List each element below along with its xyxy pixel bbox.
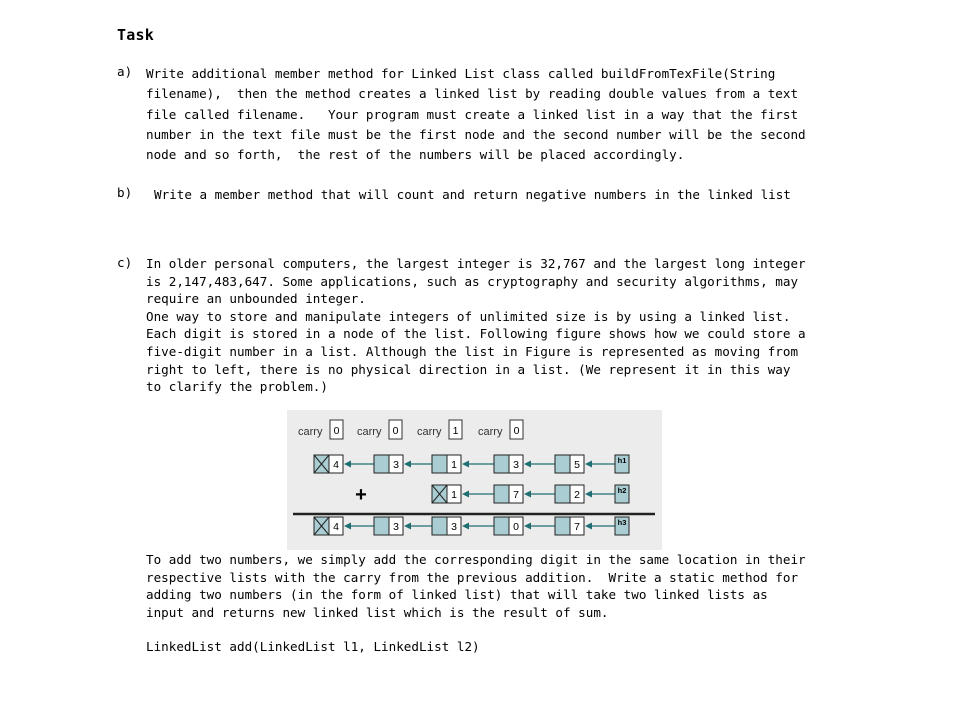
node-link-cell xyxy=(432,455,447,473)
linked-list-figure xyxy=(287,410,662,550)
node-digit: 0 xyxy=(513,521,519,533)
node-link-cell xyxy=(374,455,389,473)
text-line: filename), then the method creates a linked list by reading double values from a text xyxy=(146,86,799,102)
node-link-cell xyxy=(432,517,447,535)
text-line: five-digit number in a list. Although the list in Figure is represented as moving from xyxy=(146,343,799,359)
node-digit: 2 xyxy=(574,489,580,501)
text-line: to clarify the problem.) xyxy=(146,379,328,395)
node-digit: 7 xyxy=(513,489,519,501)
node-link-cell xyxy=(494,485,509,503)
carry-value: 0 xyxy=(392,425,399,437)
part-b-marker: b) xyxy=(117,185,133,200)
carry-value: 1 xyxy=(452,425,459,437)
node-digit: 3 xyxy=(451,521,457,533)
text-line: One way to store and manipulate integers of unlimited size is by using a linked list. xyxy=(146,308,791,324)
carry-value: 0 xyxy=(333,425,340,437)
carry-label: carry xyxy=(478,426,503,438)
text-line: is 2,147,483,647. Some applications, such as cryptography and security algorithms, may xyxy=(146,273,799,289)
part-a-marker: a) xyxy=(117,64,133,79)
part-c-text xyxy=(146,255,886,396)
text-line: Write additional member method for Linked List class called buildFromTexFile(String xyxy=(146,66,776,81)
part-a-text xyxy=(146,64,886,165)
node-digit: 4 xyxy=(333,459,339,471)
carry-label: carry xyxy=(357,426,382,438)
part-c-after-text xyxy=(146,551,886,621)
node-digit: 3 xyxy=(393,459,399,471)
text-line: adding two numbers (in the form of linked list) that will take two linked lists as xyxy=(146,587,768,603)
part-c-marker: c) xyxy=(117,255,133,270)
node-digit: 3 xyxy=(513,459,519,471)
text-line: node and so forth, the rest of the numbers will be placed accordingly. xyxy=(146,147,685,163)
carry-label: carry xyxy=(298,426,323,438)
node-link-cell xyxy=(374,517,389,535)
text-line: In older personal computers, the largest integer is 32,767 and the largest long integer xyxy=(146,256,806,271)
text-line: input and returns new linked list which is the result of sum. xyxy=(146,604,609,620)
node-digit: 4 xyxy=(333,521,339,533)
text-line: respective lists with the carry from the previous addition. Write a static method for xyxy=(146,569,799,585)
head-label: h3 xyxy=(617,518,627,527)
plus-sign: + xyxy=(355,484,367,506)
node-digit: 3 xyxy=(393,521,399,533)
node-digit: 1 xyxy=(451,489,457,501)
method-signature: LinkedList add(LinkedList l1, LinkedList l2) xyxy=(146,639,480,654)
text-line: Each digit is stored in a node of the list. Following figure shows how we could store a xyxy=(146,326,806,342)
text-line: number in the text file must be the first node and the second number will be the second xyxy=(146,126,806,142)
head-label: h1 xyxy=(617,456,627,465)
page-title: Task xyxy=(117,26,154,44)
node-link-cell xyxy=(494,517,509,535)
node-link-cell xyxy=(555,517,570,535)
node-digit: 1 xyxy=(451,459,457,471)
node-link-cell xyxy=(555,485,570,503)
text-line: require an unbounded integer. xyxy=(146,291,366,307)
text-line: file called filename. Your program must create a linked list in a way that the first xyxy=(146,106,799,122)
part-b-text: Write a member method that will count and return negative numbers in the linked list xyxy=(154,187,791,202)
node-digit: 5 xyxy=(574,459,580,471)
carry-value: 0 xyxy=(513,425,520,437)
text-line: To add two numbers, we simply add the corresponding digit in the same location in their xyxy=(146,552,806,567)
head-label: h2 xyxy=(617,486,627,495)
text-line: right to left, there is no physical direction in a list. (We represent it in this way xyxy=(146,361,791,377)
node-link-cell xyxy=(555,455,570,473)
carry-label: carry xyxy=(417,426,442,438)
node-link-cell xyxy=(494,455,509,473)
node-digit: 7 xyxy=(574,521,580,533)
